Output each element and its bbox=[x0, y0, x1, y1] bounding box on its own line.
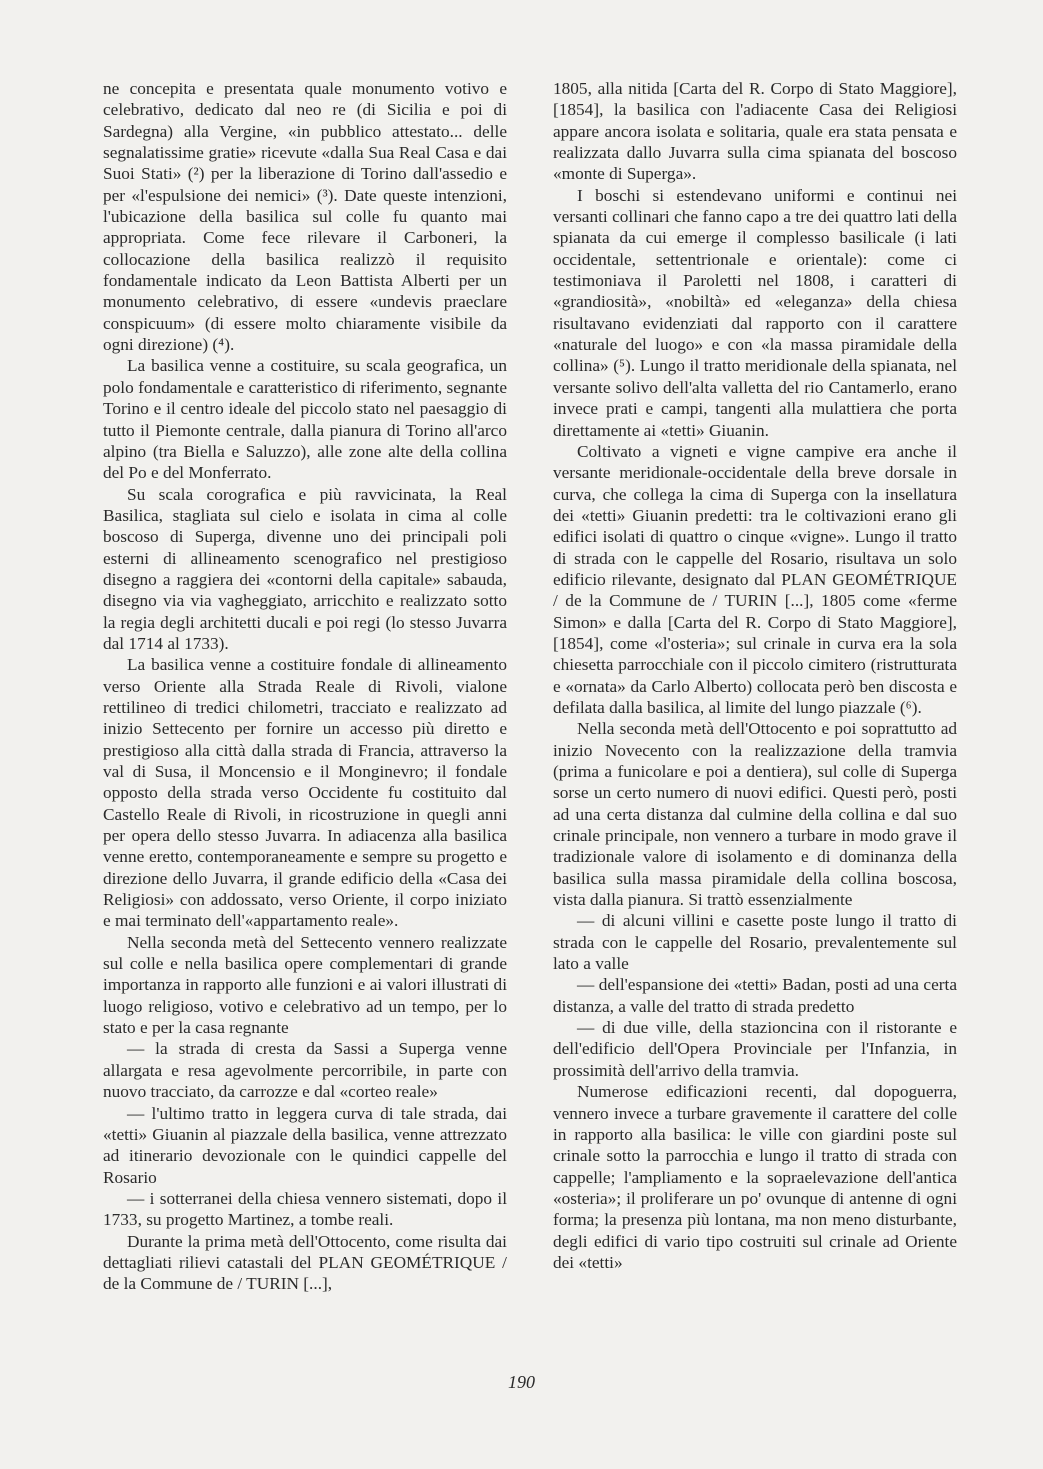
list-item: — di due ville, della stazioncina con il ristorante e dell'edificio dell'Opera Provinciale per l'Infanzia, in prossimità dell'arrivo della tramvia. bbox=[553, 1018, 957, 1080]
list-item: — dell'espansione dei «tetti» Badan, posti ad una certa distanza, a valle del tratto di strada predetto bbox=[553, 975, 957, 1016]
paragraph: Numerose edificazioni recenti, dal dopoguerra, vennero invece a turbare gravemente il carattere del colle in rapporto alla basilica: le ville con giardini poste sul crinale sotto la parrocchia e lungo il tratto di strada con cappelle; l'ampliamento e la sopraelevazione dell'antica «osteria»; il proliferare un po' ovunque di antenne di ogni forma; la presenza più lontana, ma non meno disturbante, degli edifici di vario tipo costruiti sul crinale ad Oriente dei «tetti» bbox=[553, 1082, 957, 1272]
list-item: — la strada di cresta da Sassi a Superga venne allargata e resa agevolmente percorribile, in parte con nuovo tracciato, da carrozze e dal «corteo reale» bbox=[103, 1039, 507, 1102]
paragraph: I boschi si estendevano uniformi e continui nei versanti collinari che fanno capo a tre dei quattro lati della spianata da cui emerge il complesso basilicale (i lati occidentale, settentrionale e orientale): come ci testimoniava il Paroletti nel 1808, i caratteri di «grandiosità», «nobiltà» ed «eleganza» della chiesa risultavano evidenziati dal rapporto con il carattere «naturale del luogo» e con «la massa piramidale della collina» (⁵). Lungo il tratto meridionale della spianata, nel versante solivo dell'alta valletta del rio Cantamerlo, erano invece prati e campi, tangenti alla mulattiera che porta direttamente ai «tetti» Giuanin. bbox=[553, 185, 957, 440]
list-item: — l'ultimo tratto in leggera curva di tale strada, dai «tetti» Giuanin al piazzale della basilica, venne attrezzato ad itinerario devozionale con le quindici cappelle del Rosario bbox=[103, 1103, 507, 1187]
list-item: — i sotterranei della chiesa vennero sistemati, dopo il 1733, su progetto Martinez, a tombe reali. bbox=[103, 1188, 507, 1230]
paragraph: Nella seconda metà del Settecento vennero realizzate sul colle e nella basilica opere complementari di grande importanza in rapporto alle funzioni e ai valori illustrati di luogo religioso, votivo e celebrativo ad un tempo, per lo stato e per la casa regnante bbox=[103, 932, 507, 1038]
paragraph: Coltivato a vigneti e vigne campive era anche il versante meridionale-occidentale della breve dorsale in curva, che collega la cima di Superga con la insellatura dei «tetti» Giuanin predetti: tra le coltivazioni erano gli edifici isolati di quattro o cinque «vigne». Lungo il tratto di strada con le cappelle del Rosario, risultava un solo edificio rilevante, designato dal PLAN GEOMÉTRIQUE / de la Commune de / TURIN [...], 1805 come «ferme Simon» e dalla [Carta del R. Corpo di Stato Maggiore], [1854], come «l'osteria»; sul crinale in curva era la sola chiesetta parrocchiale con il piccolo cimitero (ristrutturata e «ornata» da Carlo Alberto) collocata però ben discosta e defilata dalla basilica, al limite del lungo piazzale (⁶). bbox=[553, 441, 957, 717]
paragraph: Su scala corografica e più ravvicinata, la Real Basilica, stagliata sul cielo e isolata in cima al colle boscoso di Superga, divenne uno dei principali poli esterni di allineamento scenografico nel prestigioso disegno a raggiera dei «contorni della capitale» sabauda, disegno via via vagheggiato, arricchito e realizzato sotto la regia degli architetti ducali e poi regi (lo stesso Juvarra dal 1714 al 1733). bbox=[103, 484, 507, 653]
paragraph: La basilica venne a costituire fondale di allineamento verso Oriente alla Strada Reale di Rivoli, vialone rettilineo di tredici chilometri, tracciato e realizzato ad inizio Settecento per fornire un accesso più diretto e prestigioso alla città dalla strada di Francia, attraverso la val di Susa, il Moncensio e il Monginevro; il fondale opposto della strada verso Occidente fu costituito dal Castello Reale di Rivoli, in ricostruzione in quegli anni per opera dello stesso Juvarra. In adiacenza alla basilica venne eretto, contemporaneamente e sempre su progetto e direzione dello Juvarra, il grande edificio della «Casa dei Religiosi» con addossato, verso Oriente, il corpo iniziato e mai terminato dell'«appartamento reale». bbox=[103, 655, 507, 931]
list-item: — di alcuni villini e casette poste lungo il tratto di strada con le cappelle del Rosario, prevalentemente sul lato a valle bbox=[553, 911, 957, 974]
left-column bbox=[103, 78, 507, 1295]
paragraph: La basilica venne a costituire, su scala geografica, un polo fondamentale e caratteristico di riferimento, segnante Torino e il centro ideale del piccolo stato nel paesaggio di tutto il Piemonte centrale, dalla pianura di Torino all'arco alpino (tra Biella e Saluzzo), alle zone alte della collina del Po e del Monferrato. bbox=[103, 356, 507, 483]
paragraph: ne concepita e presentata quale monumento votivo e celebrativo, dedicato dal neo re (di Sicilia e poi di Sardegna) alla Vergine, «in pubblico attestato... delle segnalatissime gratie» ricevute «dalla Sua Real Casa e dai Suoi Stati» (²) per la liberazione di Torino dall'assedio e per «l'espulsione dei nemici» (³). Date queste intenzioni, l'ubicazione della basilica sul colle fu quanto mai appropriata. Come fece rilevare il Carboneri, la collocazione della basilica realizzò il requisito fondamentale indicato da Leon Battista Alberti per un monumento celebrativo, di essere «undevis praeclare conspicuum» (di essere molto chiaramente visibile da ogni direzione) (⁴). bbox=[103, 79, 507, 355]
paragraph: Nella seconda metà dell'Ottocento e poi soprattutto ad inizio Novecento con la realizzazione della tramvia (prima a funicolare e poi a dentiera), sul colle di Superga sorse un certo numero di nuovi edifici. Questi però, posti ad una certa distanza dal culmine della collina e dal suo crinale principale, non vennero a turbare in modo grave il tradizionale valore di isolamento e di dominanza della basilica sulla massa piramidale della collina boscosa, vista dalla pianura. Si trattò essenzialmente bbox=[553, 719, 957, 910]
right-column bbox=[553, 78, 957, 1273]
page-number: 190 bbox=[508, 1372, 535, 1392]
paragraph: 1805, alla nitida [Carta del R. Corpo di Stato Maggiore], [1854], la basilica con l'adiacente Casa dei Religiosi appare ancora isolata e solitaria, quale era stata pensata e realizzata dallo Juvarra sulla cima spianata del boscoso «monte di Superga». bbox=[553, 79, 957, 184]
paragraph: Durante la prima metà dell'Ottocento, come risulta dai dettagliati rilievi catastali del PLAN GEOMÉTRIQUE / de la Commune de / TURIN [...], bbox=[103, 1231, 507, 1294]
